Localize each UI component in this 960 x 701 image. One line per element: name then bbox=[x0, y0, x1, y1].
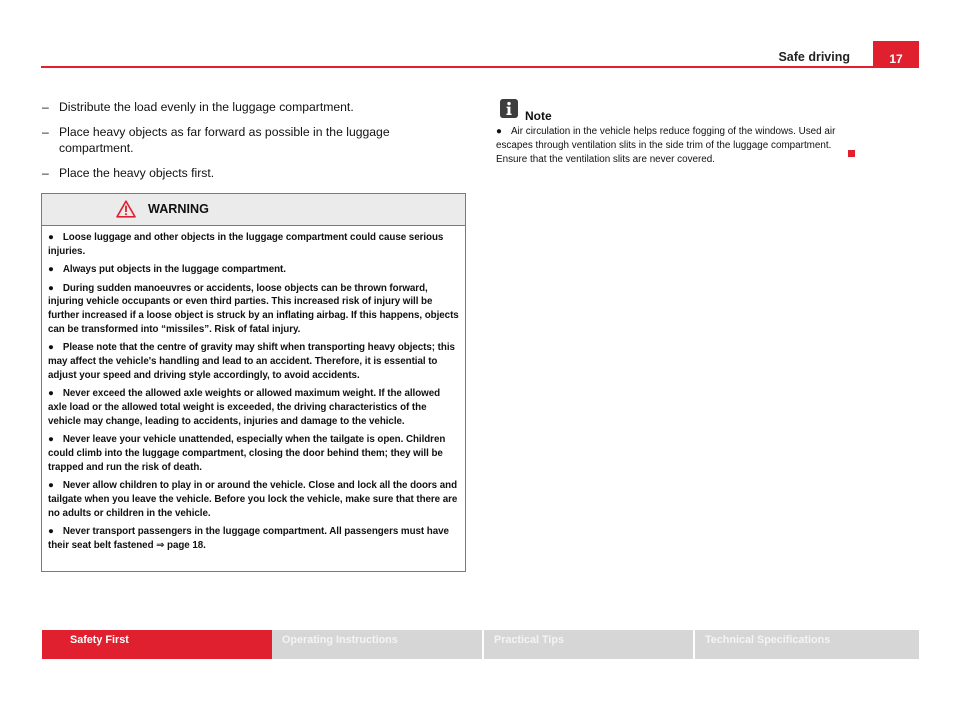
bullet-icon: ● bbox=[496, 126, 502, 137]
dash-marker: – bbox=[42, 125, 49, 139]
instruction-item bbox=[42, 124, 462, 156]
header-divider bbox=[41, 66, 919, 68]
note-text: Air circulation in the vehicle helps reduce fogging of the windows. Used air escapes through ventilation slits in the side trim of the luggage compartment. Ensure that the ventilation slits are never covered. bbox=[496, 126, 836, 165]
instruction-list bbox=[42, 99, 462, 190]
bullet-icon: ● bbox=[48, 480, 54, 492]
instruction-text: Distribute the load evenly in the luggage compartment. bbox=[59, 100, 354, 114]
note-body bbox=[496, 125, 848, 166]
bullet-icon: ● bbox=[48, 342, 54, 354]
instruction-item bbox=[42, 99, 462, 115]
bullet-icon: ● bbox=[48, 434, 54, 446]
warning-item-text: During sudden manoeuvres or accidents, loose objects can be thrown forward, injuring vehicle occupants or even third parties. This increased risk of injury will be further increased if a loose object is struck by an inflating airbag. If this happens, objects can be transformed into “missiles”. Risk of fatal injury. bbox=[48, 282, 459, 335]
warning-box bbox=[41, 193, 466, 572]
warning-item-text: Loose luggage and other objects in the luggage compartment could cause serious injuries. bbox=[48, 232, 444, 257]
warning-item bbox=[48, 341, 459, 382]
instruction-text: Place heavy objects as far forward as possible in the luggage compartment. bbox=[59, 125, 390, 155]
note-title: Note bbox=[525, 109, 552, 123]
dash-marker: – bbox=[42, 100, 49, 114]
warning-item bbox=[48, 263, 459, 277]
warning-title: WARNING bbox=[148, 202, 209, 216]
section-end-marker bbox=[848, 150, 855, 157]
warning-body bbox=[42, 226, 465, 553]
bullet-icon: ● bbox=[48, 264, 54, 276]
section-title: Safe driving bbox=[778, 50, 850, 64]
warning-item bbox=[48, 387, 459, 428]
warning-item-text: Never allow children to play in or around the vehicle. Close and lock all the doors and tailgate when you leave the vehicle. Before you lock the vehicle, make sure that there are no adults or children in the vehicle. bbox=[48, 480, 458, 519]
warning-triangle-icon bbox=[116, 200, 136, 218]
footer-tab-technical-specifications[interactable]: Technical Specifications bbox=[695, 630, 919, 659]
bullet-icon: ● bbox=[48, 388, 54, 400]
footer-tab-practical-tips[interactable]: Practical Tips bbox=[484, 630, 693, 659]
warning-item-text: Please note that the centre of gravity may shift when transporting heavy objects; this may affect the vehicle's handling and lead to an accident. Therefore, it is essential to adjust your speed and driving style accordingly, to avoid accidents. bbox=[48, 342, 455, 381]
warning-item bbox=[48, 231, 459, 259]
page-number: 17 bbox=[873, 41, 919, 67]
warning-item bbox=[48, 282, 459, 337]
footer-tab-operating-instructions[interactable]: Operating Instructions bbox=[272, 630, 482, 659]
warning-header bbox=[42, 194, 465, 226]
warning-item bbox=[48, 479, 459, 520]
footer-tab-safety-first[interactable]: Safety First bbox=[42, 630, 272, 659]
warning-item bbox=[48, 433, 459, 474]
bullet-icon: ● bbox=[48, 232, 54, 243]
warning-item-text: Always put objects in the luggage compartment. bbox=[62, 264, 286, 276]
instruction-item bbox=[42, 165, 462, 181]
bullet-icon: ● bbox=[48, 526, 54, 538]
warning-item-text: Never exceed the allowed axle weights or allowed maximum weight. If the allowed axle load or the allowed total weight is exceeded, the driving characteristics of the vehicle may change, leading to accidents, injuries and damage to the vehicle. bbox=[48, 388, 441, 427]
warning-item-text: Never transport passengers in the luggage compartment. All passengers must have their seat belt fastened ⇒ page 18. bbox=[48, 526, 449, 552]
instruction-text: Place the heavy objects first. bbox=[59, 166, 215, 180]
note-info-icon bbox=[500, 99, 518, 118]
warning-item-text: Never leave your vehicle unattended, especially when the tailgate is open. Children could climb into the luggage compartment, closing the door behind them; they will be trapped and run the risk of death. bbox=[48, 434, 446, 473]
bullet-icon: ● bbox=[48, 282, 54, 294]
dash-marker: – bbox=[42, 166, 49, 180]
warning-item bbox=[48, 525, 459, 553]
